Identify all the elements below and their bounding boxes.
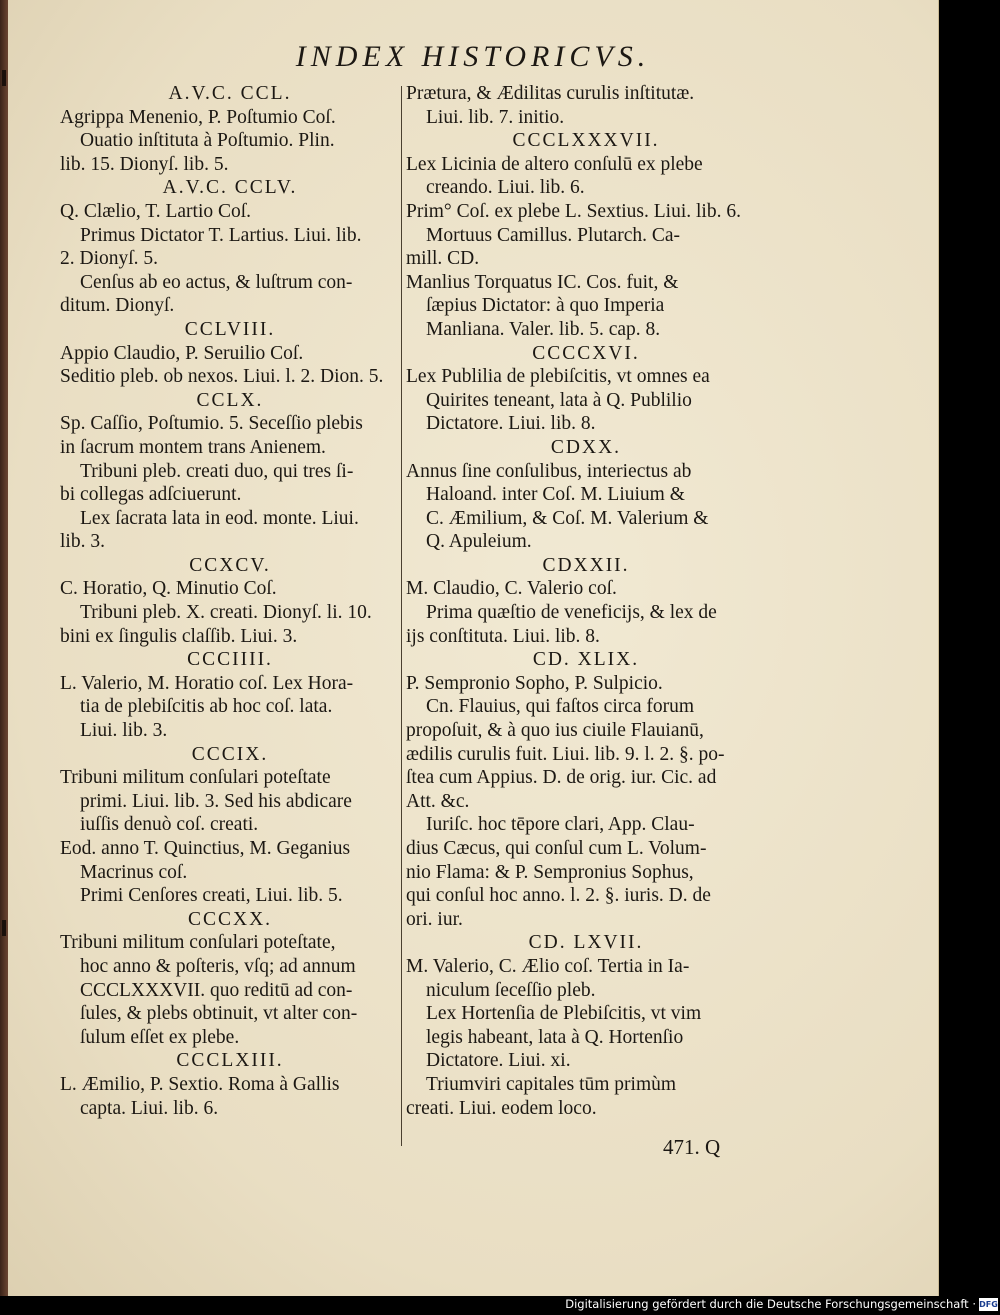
text-line: Cn. Flauius, qui faſtos circa forum: [426, 696, 695, 718]
spine-mark: [2, 920, 6, 936]
text-line: Seditio pleb. ob nexos. Liui. l. 2. Dion. 5.: [60, 366, 384, 388]
text-line: C. Horatio, Q. Minutio Coſ.: [60, 578, 277, 600]
entry-heading: CCCXX.: [187, 908, 273, 930]
text-line: Ouatio inſtituta à Poſtumio. Plin.: [80, 130, 335, 152]
entry-heading: CCCIIII.: [187, 649, 273, 671]
text-line: bi collegas adſciuerunt.: [60, 484, 242, 506]
entry-heading: A.V.C. CCLV.: [162, 177, 298, 199]
entry-heading: CCCLXIII.: [176, 1050, 284, 1072]
text-line: Dictatore. Liui. xi.: [426, 1050, 571, 1072]
text-line: qui conſul hoc anno. l. 2. §. iuris. D. de: [406, 885, 711, 907]
text-line: ædilis curulis fuit. Liui. lib. 9. l. 2. §. po-: [406, 743, 725, 765]
text-line: Lex Licinia de altero conſulū ex plebe: [406, 153, 703, 175]
entry-heading: CDXXII.: [542, 554, 630, 576]
text-line: propoſuit, & à quo ius ciuile Flauianū,: [406, 720, 704, 742]
text-line: Eod. anno T. Quinctius, M. Geganius: [60, 838, 351, 859]
entry-heading: A.V.C. CCL.: [168, 83, 292, 104]
column-divider: [401, 86, 402, 1146]
text-line: Triumviri capitales tūm primùm: [426, 1073, 677, 1095]
text-line: hoc anno & poſteris, vſq; ad annum: [80, 955, 356, 977]
text-line: capta. Liui. lib. 6.: [80, 1097, 219, 1119]
text-line: dius Cæcus, qui conſul cum L. Volum-: [406, 838, 707, 859]
text-line: C. Æmilium, & Coſ. M. Valerium &: [426, 507, 709, 529]
entry-heading: CCCIX.: [191, 743, 269, 765]
text-line: ſules, & plebs obtinuit, vt alter con-: [80, 1003, 358, 1025]
text-line: Manliana. Valer. lib. 5. cap. 8.: [426, 318, 661, 340]
entry-heading: CCXCV.: [189, 554, 271, 576]
entry-heading: CCLVIII.: [184, 318, 276, 340]
text-line: Mortuus Camillus. Plutarch. Ca-: [426, 224, 681, 246]
dfg-logo-icon: DFG: [979, 1300, 998, 1309]
text-line: M. Claudio, C. Valerio coſ.: [406, 578, 617, 600]
scanned-page: [8, 0, 939, 1300]
entry-heading: CCLX.: [196, 389, 264, 411]
text-line: tia de plebiſcitis ab hoc coſ. lata.: [80, 696, 333, 718]
text-line: Primi Cenſores creati, Liui. lib. 5.: [80, 885, 343, 907]
text-line: Tribuni pleb. X. creati. Dionyſ. li. 10.: [80, 602, 372, 624]
right-column: [406, 82, 766, 1120]
text-line: creando. Liui. lib. 6.: [426, 177, 585, 199]
text-line: Q. Apuleium.: [426, 531, 532, 553]
catchword: 471. Q: [663, 1135, 721, 1159]
left-column: [60, 82, 400, 1120]
text-line: Q. Clælio, T. Lartio Coſ.: [60, 200, 252, 222]
text-line: Haloand. inter Coſ. M. Liuium &: [426, 484, 685, 506]
text-line: Manlius Torquatus IC. Cos. fuit, &: [406, 271, 679, 293]
text-line: Sp. Caſſio, Poſtumio. 5. Seceſſio plebis: [60, 413, 363, 435]
book-spine-edge: [0, 0, 8, 1300]
text-line: ijs conſtituta. Liui. lib. 8.: [406, 625, 600, 647]
text-line: ſulum eſſet ex plebe.: [80, 1026, 240, 1048]
text-line: Lex ſacrata lata in eod. monte. Liui.: [80, 507, 359, 529]
text-line: 2. Dionyſ. 5.: [60, 248, 159, 270]
text-line: Prim° Coſ. ex plebe L. Sextius. Liui. lib. 6.: [406, 200, 741, 222]
text-line: ſæpius Dictator: à quo Imperia: [426, 295, 665, 317]
entry-heading: CCCCXVI.: [532, 342, 640, 364]
text-line: Att. &c.: [406, 790, 470, 812]
text-line: legis habeant, lata à Q. Hortenſio: [426, 1026, 684, 1048]
text-line: Primus Dictator T. Lartius. Liui. lib.: [80, 224, 362, 246]
text-line: niculum ſeceſſio pleb.: [426, 979, 596, 1001]
text-line: P. Sempronio Sopho, P. Sulpicio.: [406, 672, 663, 694]
footer-bar: [0, 1296, 1000, 1315]
spine-mark: [2, 70, 6, 86]
text-line: iuſſis denuò coſ. creati.: [80, 814, 259, 836]
text-line: Dictatore. Liui. lib. 8.: [426, 413, 596, 435]
entry-heading: CCCLXXXVII.: [512, 130, 660, 152]
text-line: Liui. lib. 7. initio.: [426, 106, 565, 128]
text-line: in ſacrum montem trans Anienem.: [60, 436, 326, 458]
text-line: Liui. lib. 3.: [80, 720, 168, 742]
text-line: Annus ſine conſulibus, interiectus ab: [406, 460, 692, 482]
text-line: primi. Liui. lib. 3. Sed his abdicare: [80, 790, 352, 812]
entry-heading: CD. XLIX.: [532, 649, 640, 671]
text-line: mill. CD.: [406, 248, 480, 270]
page-header: INDEX HISTORICVS.: [295, 40, 651, 73]
text-line: creati. Liui. eodem loco.: [406, 1097, 597, 1119]
text-line: Tribuni militum conſulari poteſtate,: [60, 932, 336, 954]
entry-heading: CD. LXVII.: [528, 932, 644, 954]
text-line: Appio Claudio, P. Seruilio Coſ.: [60, 342, 304, 364]
text-line: lib. 15. Dionyſ. lib. 5.: [60, 153, 229, 175]
text-line: Prima quæſtio de veneficijs, & lex de: [426, 602, 717, 624]
text-line: Iuriſc. hoc tēpore clari, App. Clau-: [426, 814, 695, 836]
text-line: L. Valerio, M. Horatio coſ. Lex Hora-: [60, 672, 354, 694]
text-line: L. Æmilio, P. Sextio. Roma à Gallis: [60, 1073, 340, 1095]
text-line: lib. 3.: [60, 531, 105, 553]
text-line: M. Valerio, C. Ælio coſ. Tertia in Ia-: [406, 955, 690, 977]
text-line: nio Flama: & P. Sempronius Sophus,: [406, 861, 694, 883]
text-line: Lex Publilia de plebiſcitis, vt omnes ea: [406, 366, 710, 388]
entry-heading: CDXX.: [550, 436, 622, 458]
text-line: Tribuni militum conſulari poteſtate: [60, 767, 331, 789]
text-line: Agrippa Menenio, P. Poſtumio Coſ.: [60, 106, 336, 128]
text-line: CCCLXXXVII. quo reditū ad con-: [80, 979, 353, 1001]
text-line: ori. iur.: [406, 908, 463, 930]
text-line: Tribuni pleb. creati duo, qui tres ſi-: [80, 460, 354, 482]
text-line: Prætura, & Ædilitas curulis inſtitutæ.: [406, 83, 695, 104]
text-line: Cenſus ab eo actus, & luſtrum con-: [80, 271, 353, 293]
funding-credit: Digitalisierung gefördert durch die Deutsche Forschungsgemeinschaft ·: [565, 1297, 976, 1311]
text-line: Lex Hortenſia de Plebiſcitis, vt vim: [426, 1003, 702, 1025]
text-line: ſtea cum Appius. D. de orig. iur. Cic. ad: [406, 767, 717, 789]
text-line: Macrinus coſ.: [80, 861, 188, 883]
text-line: bini ex ſingulis claſſib. Liui. 3.: [60, 625, 298, 647]
text-line: ditum. Dionyſ.: [60, 295, 175, 317]
text-line: Quirites teneant, lata à Q. Publilio: [426, 389, 692, 411]
